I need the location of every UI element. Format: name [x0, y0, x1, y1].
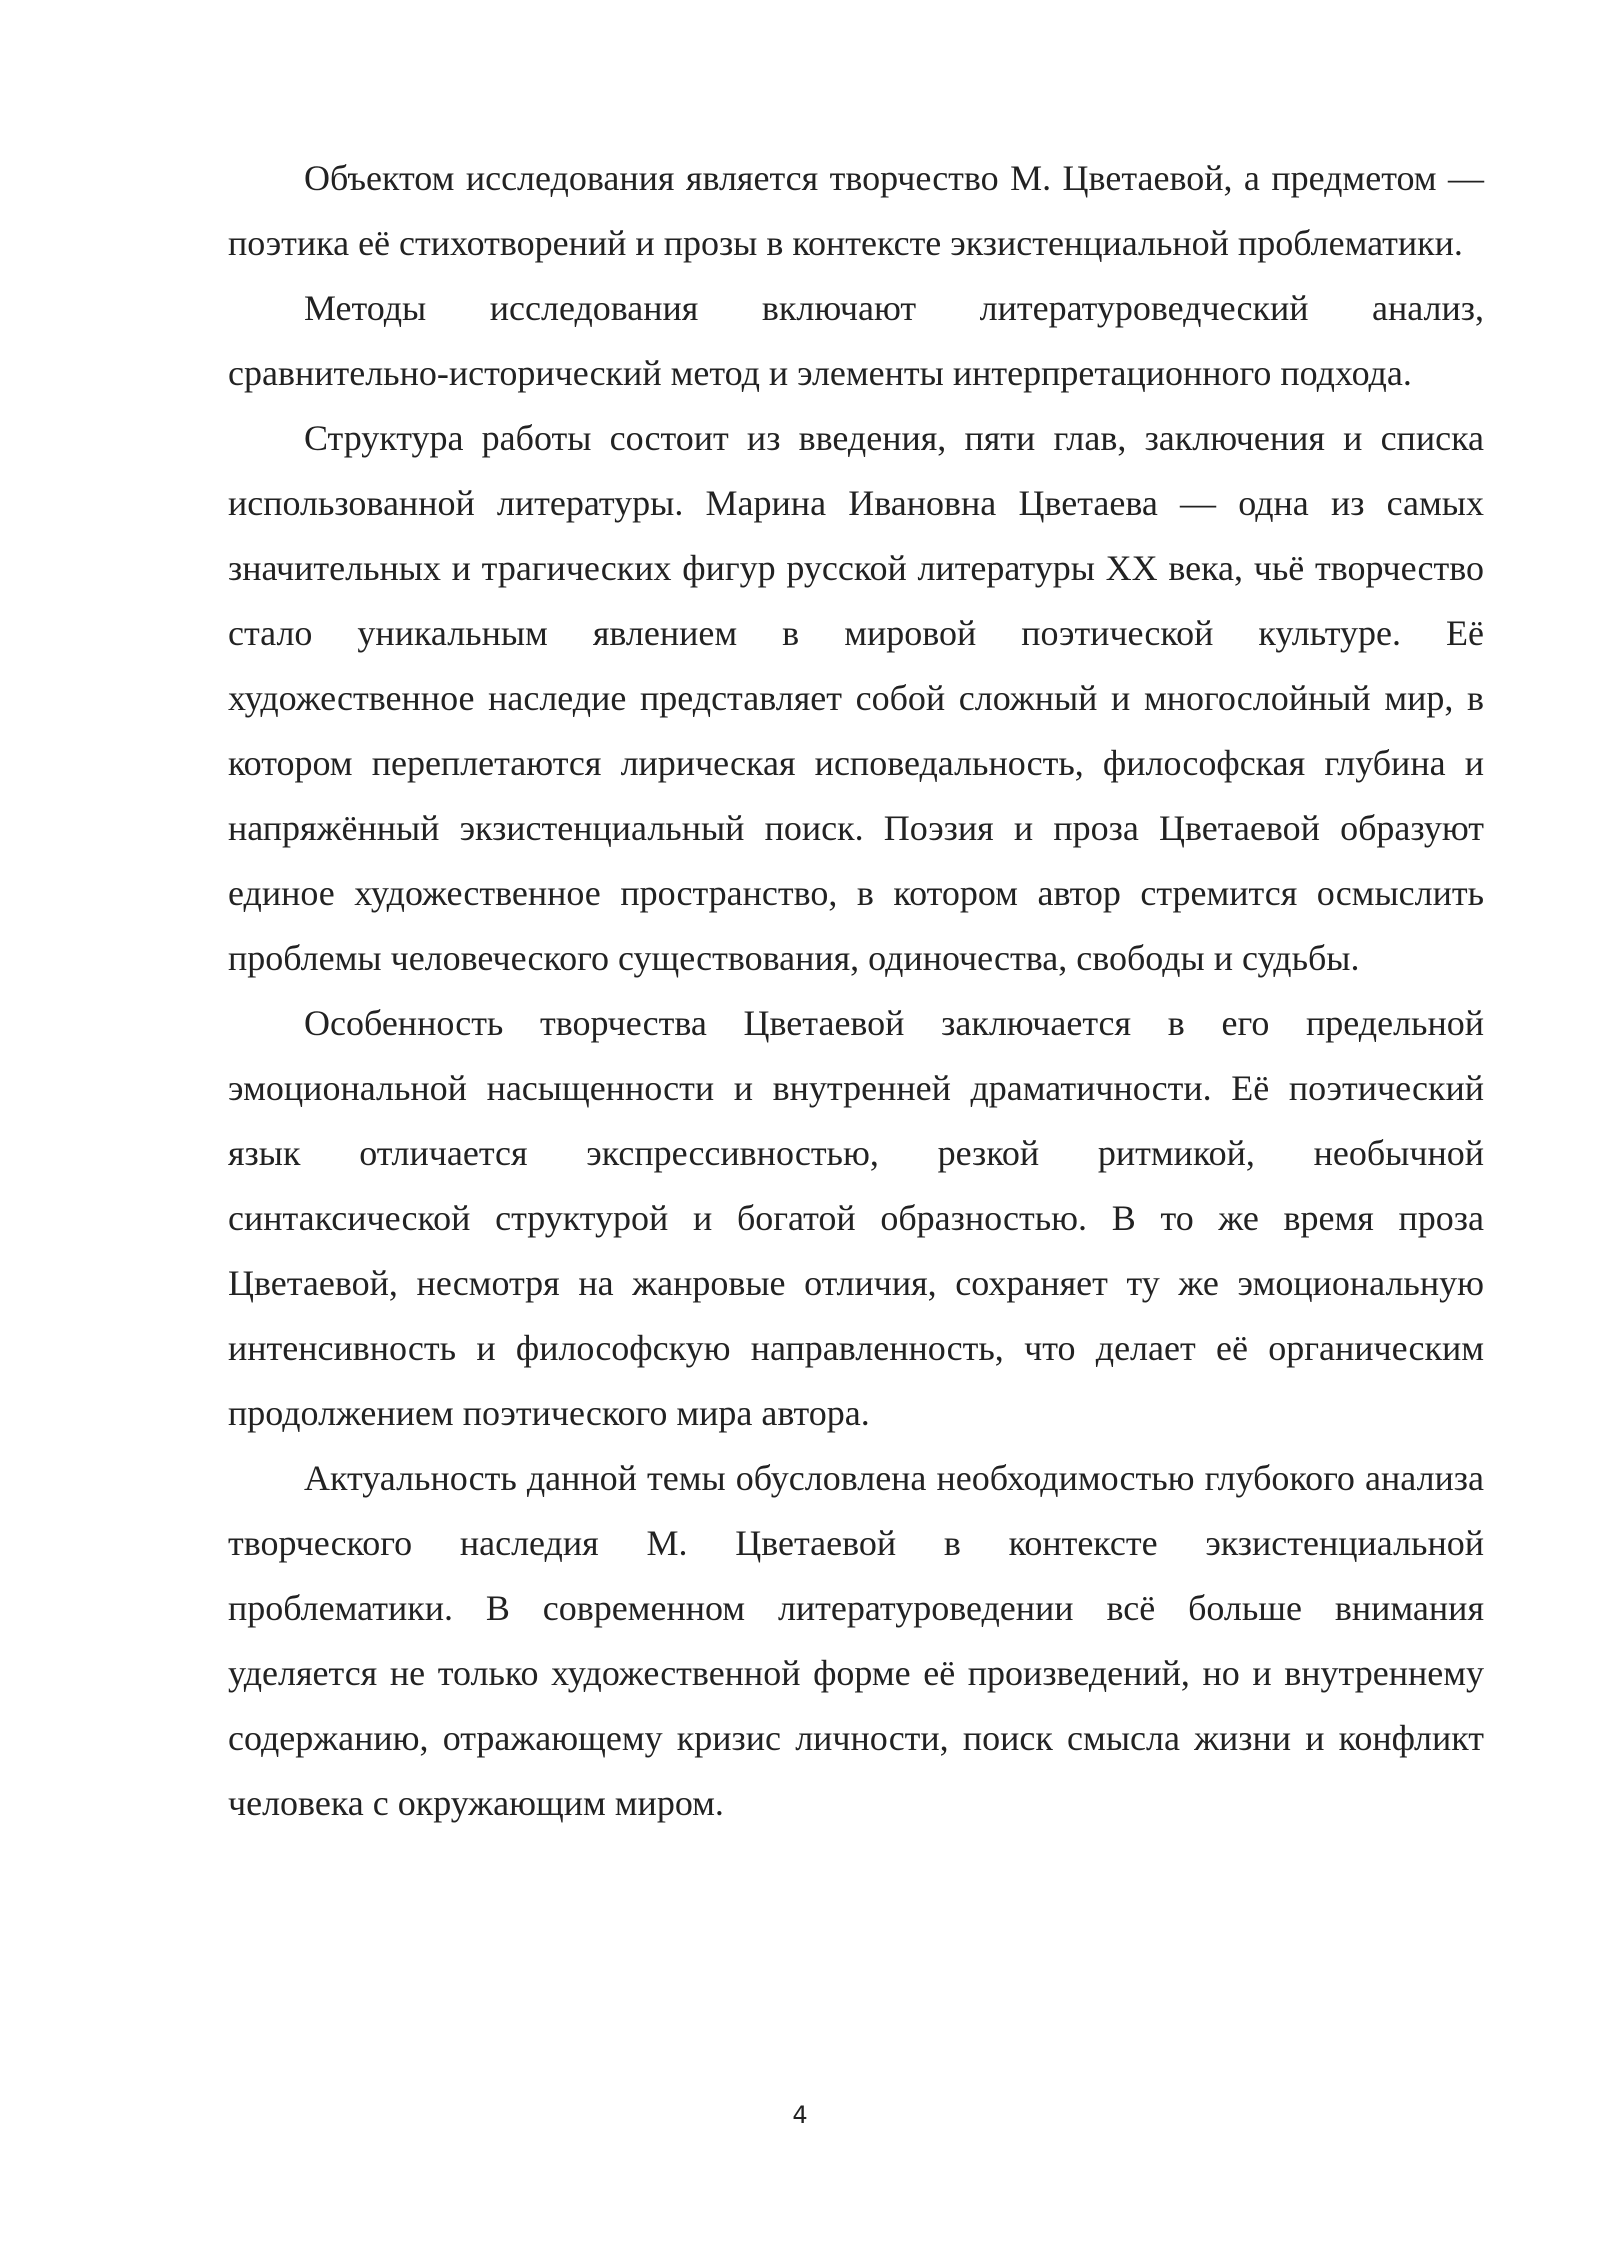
page-number: 4: [792, 2101, 808, 2129]
paragraph-methods: Методы исследования включают литературоведческий анализ, сравнительно-исторический метод и элементы интерпретационного подхода.: [228, 288, 1484, 393]
paragraph-relevance: Актуальность данной темы обусловлена необходимостью глубокого анализа творческого наследия М. Цветаевой в контексте экзистенциальной проблематики. В современном литературоведении всё больше внимания уделяется не только художественной форме её произведений, но и внутреннему содержанию, отражающему кризис личности, поиск смысла жизни и конфликт человека с окружающим миром.: [228, 1458, 1484, 1823]
paragraph-structure: Структура работы состоит из введения, пяти глав, заключения и списка использованной литературы. Марина Ивановна Цветаева — одна из самых значительных и трагических фигур русской литературы XX века, чьё творчество стало уникальным явлением в мировой поэтической культуре. Её художественное наследие представляет собой сложный и многослойный мир, в котором переплетаются лирическая исповедальность, философская глубина и напряжённый экзистенциальный поиск. Поэзия и проза Цветаевой образуют единое художественное пространство, в котором автор стремится осмыслить проблемы человеческого существования, одиночества, свободы и судьбы.: [228, 418, 1484, 978]
paragraph-features: Особенность творчества Цветаевой заключается в его предельной эмоциональной насыщенности и внутренней драматичности. Её поэтический язык отличается экспрессивностью, резкой ритмикой, необычной синтаксической структурой и богатой образностью. В то же время проза Цветаевой, несмотря на жанровые отличия, сохраняет ту же эмоциональную интенсивность и философскую направленность, что делает её органическим продолжением поэтического мира автора.: [228, 1003, 1484, 1433]
body-text: [228, 146, 1484, 1836]
paragraph-object-subject: Объектом исследования является творчество М. Цветаевой, а предметом — поэтика её стихотворений и прозы в контексте экзистенциальной проблематики.: [228, 158, 1484, 263]
